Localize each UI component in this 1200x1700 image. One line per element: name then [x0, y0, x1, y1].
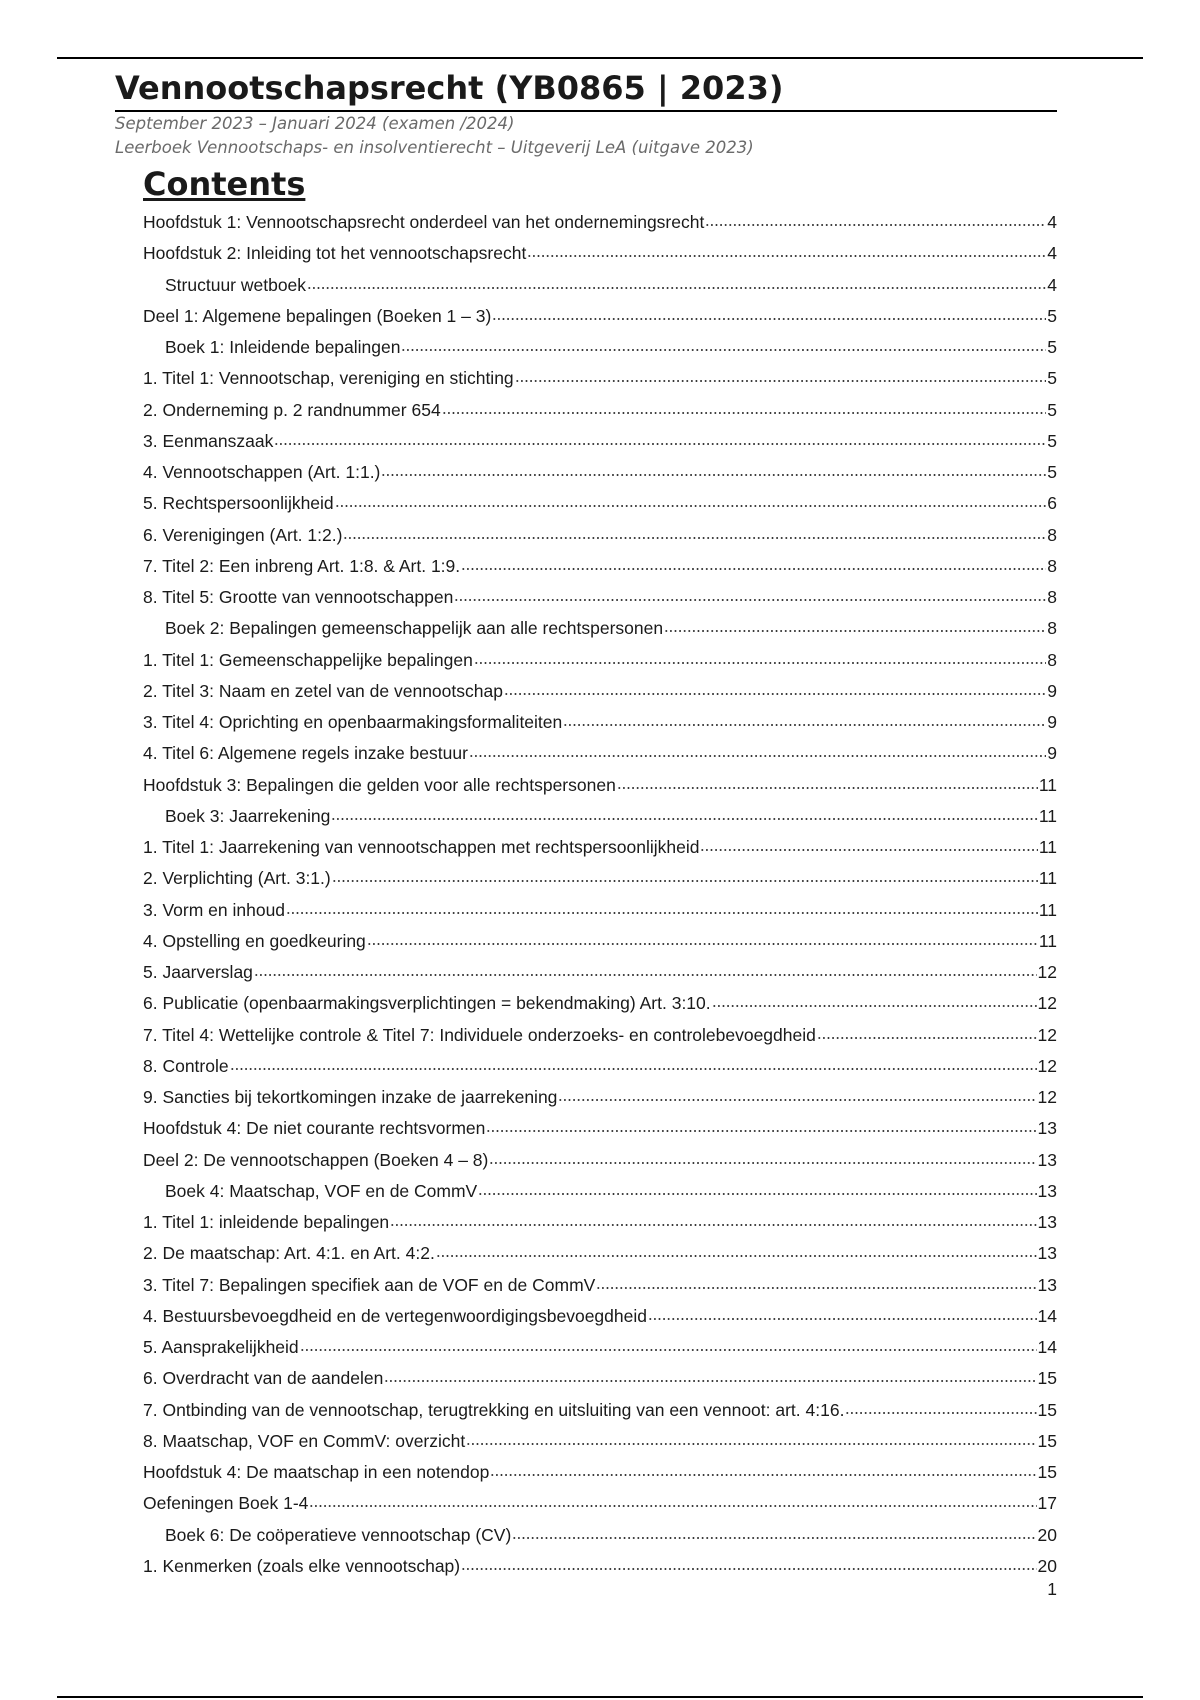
- toc-entry-title: 6. Publicatie (openbaarmakingsverplichtingen = bekendmaking) Art. 3:10.: [143, 993, 711, 1014]
- toc-entry[interactable]: [143, 207, 1057, 238]
- toc-entry[interactable]: [143, 363, 1057, 394]
- toc-dot-leader: [230, 1067, 1037, 1071]
- toc-entry-title: 7. Titel 2: Een inbreng Art. 1:8. & Art. 1:9.: [143, 555, 461, 576]
- toc-dot-leader: [274, 442, 1046, 446]
- toc-entry-title: 5. Aansprakelijkheid: [143, 1337, 299, 1357]
- toc-entry-title: 4. Titel 6: Algemene regels inzake bestuur: [143, 743, 468, 764]
- toc-dot-leader: [309, 1504, 1036, 1508]
- toc-entry[interactable]: [143, 707, 1057, 738]
- toc-entry-title: 1. Titel 1: Jaarrekening van vennootschappen met rechtspersoonlijkheid: [143, 837, 700, 857]
- toc-entry[interactable]: [143, 832, 1057, 863]
- toc-dot-leader: [504, 692, 1046, 696]
- toc-entry[interactable]: [143, 1145, 1057, 1176]
- toc-entry-page: 11: [1038, 930, 1057, 951]
- toc-entry[interactable]: [143, 426, 1057, 457]
- toc-entry[interactable]: [143, 738, 1057, 769]
- toc-entry-page: 12: [1037, 1055, 1057, 1076]
- toc-entry[interactable]: [143, 1457, 1057, 1488]
- toc-entry-page: 5: [1047, 462, 1057, 482]
- toc-entry[interactable]: [143, 770, 1057, 801]
- toc-entry-page: 6: [1047, 493, 1057, 514]
- toc-entry[interactable]: [143, 957, 1057, 988]
- toc-entry[interactable]: [143, 863, 1057, 894]
- toc-entry-page: 15: [1037, 1462, 1057, 1482]
- toc-entry-page: 14: [1037, 1337, 1057, 1357]
- toc-entry-title: 2. De maatschap: Art. 4:1. en Art. 4:2.: [143, 1243, 435, 1264]
- toc-entry-title: Boek 2: Bepalingen gemeenschappelijk aan alle rechtspersonen: [165, 618, 664, 639]
- toc-entry-title: Hoofdstuk 4: De niet courante rechtsvormen: [143, 1118, 486, 1139]
- toc-entry-title: 8. Maatschap, VOF en CommV: overzicht: [143, 1430, 466, 1451]
- toc-entry[interactable]: [143, 1207, 1057, 1238]
- toc-entry-page: 5: [1047, 399, 1057, 420]
- toc-entry[interactable]: [143, 1051, 1057, 1082]
- toc-entry[interactable]: [143, 1363, 1057, 1394]
- toc-entry-page: 12: [1037, 993, 1057, 1014]
- toc-dot-leader: [390, 1223, 1036, 1227]
- toc-entry-title: Deel 2: De vennootschappen (Boeken 4 – 8): [143, 1149, 489, 1170]
- toc-entry[interactable]: [143, 1551, 1057, 1582]
- toc-dot-leader: [617, 786, 1038, 790]
- toc-entry-title: 5. Jaarverslag: [143, 962, 253, 982]
- toc-entry-title: Hoofdstuk 2: Inleiding tot het vennootschapsrecht: [143, 243, 527, 264]
- document-header: [115, 68, 1057, 160]
- toc-entry[interactable]: [143, 1113, 1057, 1144]
- toc-entry-title: 4. Bestuursbevoegdheid en de vertegenwoordigingsbevoegdheid: [143, 1305, 647, 1326]
- toc-dot-leader: [664, 629, 1046, 633]
- toc-dot-leader: [712, 1004, 1037, 1008]
- toc-entry-page: 8: [1047, 524, 1057, 545]
- toc-entry-title: 3. Vorm en inhoud: [143, 899, 286, 920]
- toc-entry-title: 4. Opstelling en goedkeuring: [143, 930, 366, 951]
- toc-entry[interactable]: [143, 1270, 1057, 1301]
- toc-entry-page: 13: [1037, 1149, 1057, 1170]
- toc-entry[interactable]: [143, 1426, 1057, 1457]
- toc-entry-page: 11: [1038, 868, 1057, 889]
- toc-entry-page: 8: [1047, 555, 1057, 576]
- toc-entry-page: 13: [1037, 1243, 1057, 1264]
- toc-entry-title: 1. Titel 1: inleidende bepalingen: [143, 1212, 390, 1232]
- toc-entry-page: 14: [1037, 1305, 1057, 1326]
- toc-entry[interactable]: [143, 801, 1057, 832]
- toc-entry-page: 8: [1047, 618, 1057, 639]
- toc-entry-page: 9: [1047, 743, 1057, 764]
- toc-dot-leader: [332, 879, 1038, 883]
- toc-dot-leader: [486, 1129, 1036, 1133]
- toc-dot-leader: [490, 1473, 1036, 1477]
- toc-entry-page: 20: [1037, 1524, 1057, 1545]
- toc-dot-leader: [474, 661, 1046, 665]
- toc-entry[interactable]: [143, 395, 1057, 426]
- toc-entry[interactable]: [143, 613, 1057, 644]
- toc-entry-page: 9: [1047, 680, 1057, 701]
- toc-dot-leader: [343, 536, 1046, 540]
- toc-entry[interactable]: [143, 1301, 1057, 1332]
- toc-entry-title: Boek 1: Inleidende bepalingen: [165, 337, 401, 357]
- toc-dot-leader: [512, 1536, 1036, 1540]
- toc-entry-title: Structuur wetboek: [165, 274, 307, 295]
- toc-entry-title: Hoofdstuk 1: Vennootschapsrecht onderdeel van het ondernemingsrecht: [143, 212, 705, 232]
- toc-entry-page: 5: [1047, 430, 1057, 451]
- toc-dot-leader: [489, 1161, 1036, 1165]
- toc-entry-page: 11: [1038, 774, 1057, 795]
- document-title: Vennootschapsrecht (YB0865 | 2023): [115, 68, 1057, 112]
- toc-entry-page: 8: [1047, 649, 1057, 670]
- toc-dot-leader: [442, 411, 1047, 415]
- toc-dot-leader: [596, 1286, 1036, 1290]
- contents-heading: Contents: [143, 165, 306, 203]
- toc-entry-page: 13: [1037, 1274, 1057, 1295]
- bottom-rule: [57, 1696, 1143, 1698]
- toc-dot-leader: [705, 223, 1046, 227]
- toc-entry-page: 13: [1037, 1212, 1057, 1232]
- toc-entry-title: Deel 1: Algemene bepalingen (Boeken 1 – 3): [143, 305, 492, 326]
- toc-entry-page: 11: [1038, 805, 1057, 826]
- toc-entry-title: 1. Titel 1: Gemeenschappelijke bepalingen: [143, 649, 473, 670]
- toc-entry[interactable]: [143, 645, 1057, 676]
- toc-entry-page: 15: [1037, 1399, 1057, 1420]
- toc-dot-leader: [254, 973, 1037, 977]
- toc-entry[interactable]: [143, 1082, 1057, 1113]
- toc-entry[interactable]: [143, 1488, 1057, 1519]
- toc-entry[interactable]: [143, 488, 1057, 519]
- toc-entry[interactable]: [143, 988, 1057, 1019]
- toc-entry[interactable]: [143, 457, 1057, 488]
- toc-dot-leader: [286, 911, 1038, 915]
- toc-entry-title: 6. Verenigingen (Art. 1:2.): [143, 524, 343, 545]
- toc-entry-title: 7. Titel 4: Wettelijke controle & Titel 7: Individuele onderzoeks- en controlebevoegdheid: [143, 1024, 816, 1045]
- toc-dot-leader: [436, 1254, 1037, 1258]
- toc-entry[interactable]: [143, 1020, 1057, 1051]
- toc-entry-page: 11: [1038, 837, 1057, 857]
- toc-dot-leader: [515, 379, 1047, 383]
- toc-entry[interactable]: [143, 1332, 1057, 1363]
- toc-dot-leader: [461, 1567, 1036, 1571]
- toc-entry-title: Boek 6: De coöperatieve vennootschap (CV): [165, 1524, 512, 1545]
- toc-entry-title: 2. Titel 3: Naam en zetel van de vennootschap: [143, 680, 503, 701]
- toc-entry-page: 8: [1047, 587, 1057, 607]
- toc-entry-page: 5: [1047, 368, 1057, 389]
- toc-entry[interactable]: [143, 582, 1057, 613]
- toc-entry[interactable]: [143, 301, 1057, 332]
- toc-entry[interactable]: [143, 332, 1057, 363]
- toc-entry-page: 12: [1037, 1087, 1057, 1107]
- toc-entry-page: 13: [1037, 1118, 1057, 1139]
- toc-dot-leader: [381, 473, 1046, 477]
- toc-entry-title: 7. Ontbinding van de vennootschap, terugtrekking en uitsluiting van een vennoot: art. 4:16.: [143, 1399, 845, 1420]
- toc-dot-leader: [817, 1036, 1037, 1040]
- toc-entry-title: 3. Titel 7: Bepalingen specifiek aan de VOF en de CommV: [143, 1274, 596, 1295]
- toc-dot-leader: [466, 1442, 1036, 1446]
- toc-dot-leader: [478, 1192, 1036, 1196]
- toc-dot-leader: [401, 348, 1046, 352]
- toc-entry-title: Hoofdstuk 3: Bepalingen die gelden voor alle rechtspersonen: [143, 774, 616, 795]
- toc-dot-leader: [335, 504, 1047, 508]
- toc-entry-page: 13: [1037, 1180, 1057, 1201]
- toc-entry-title: 3. Titel 4: Oprichting en openbaarmakingsformaliteiten: [143, 712, 563, 732]
- toc-entry[interactable]: [143, 1520, 1057, 1551]
- toc-entry-page: 20: [1037, 1555, 1057, 1576]
- toc-entry-page: 5: [1047, 305, 1057, 326]
- toc-entry-title: 4. Vennootschappen (Art. 1:1.): [143, 462, 381, 482]
- toc-entry-title: Boek 4: Maatschap, VOF en de CommV: [165, 1180, 478, 1201]
- toc-entry-title: Hoofdstuk 4: De maatschap in een notendop: [143, 1462, 490, 1482]
- toc-entry-title: 1. Kenmerken (zoals elke vennootschap): [143, 1555, 461, 1576]
- toc-dot-leader: [648, 1317, 1037, 1321]
- toc-entry-title: 6. Overdracht van de aandelen: [143, 1368, 384, 1389]
- toc-entry[interactable]: [143, 926, 1057, 957]
- toc-dot-leader: [300, 1348, 1037, 1352]
- top-rule: [57, 57, 1143, 59]
- toc-dot-leader: [331, 817, 1037, 821]
- toc-entry-page: 5: [1047, 337, 1057, 357]
- toc-dot-leader: [461, 567, 1046, 571]
- toc-entry-title: Oefeningen Boek 1-4: [143, 1493, 309, 1514]
- toc-dot-leader: [700, 848, 1037, 852]
- toc-entry[interactable]: [143, 520, 1057, 551]
- toc-entry-title: 5. Rechtspersoonlijkheid: [143, 493, 334, 514]
- toc-entry-page: 15: [1037, 1430, 1057, 1451]
- toc-dot-leader: [307, 286, 1046, 290]
- toc-entry-title: 9. Sancties bij tekortkomingen inzake de jaarrekening: [143, 1087, 558, 1107]
- document-subtitle-textbook: Leerboek Vennootschaps- en insolventierecht – Uitgeverij LeA (uitgave 2023): [115, 138, 754, 157]
- toc-entry-title: 3. Eenmanszaak: [143, 430, 274, 451]
- toc-dot-leader: [845, 1411, 1036, 1415]
- toc-entry-page: 12: [1037, 962, 1057, 982]
- toc-entry-title: Boek 3: Jaarrekening: [165, 805, 331, 826]
- toc-entry-page: 12: [1037, 1024, 1057, 1045]
- toc-entry-title: 8. Controle: [143, 1055, 229, 1076]
- toc-dot-leader: [367, 942, 1038, 946]
- toc-entry[interactable]: [143, 1395, 1057, 1426]
- toc-entry-title: 8. Titel 5: Grootte van vennootschappen: [143, 587, 454, 607]
- toc-dot-leader: [469, 754, 1046, 758]
- toc-entry-title: 1. Titel 1: Vennootschap, vereniging en stichting: [143, 368, 514, 389]
- toc-entry-page: 15: [1037, 1368, 1057, 1389]
- toc-entry[interactable]: [143, 895, 1057, 926]
- table-of-contents: [143, 207, 1057, 1582]
- toc-dot-leader: [558, 1098, 1036, 1102]
- document-subtitle-period: September 2023 – Januari 2024 (examen /2024): [115, 114, 515, 133]
- toc-entry[interactable]: [143, 1176, 1057, 1207]
- toc-entry-page: 11: [1038, 899, 1057, 920]
- toc-entry-page: 4: [1047, 243, 1057, 264]
- toc-entry[interactable]: [143, 676, 1057, 707]
- page-number: 1: [1047, 1579, 1057, 1599]
- toc-dot-leader: [563, 723, 1046, 727]
- toc-entry-page: 17: [1037, 1493, 1057, 1514]
- toc-dot-leader: [384, 1379, 1036, 1383]
- toc-entry[interactable]: [143, 551, 1057, 582]
- toc-entry-title: 2. Verplichting (Art. 3:1.): [143, 868, 331, 889]
- toc-entry[interactable]: [143, 270, 1057, 301]
- toc-entry-page: 9: [1047, 712, 1057, 732]
- toc-entry-page: 4: [1047, 212, 1057, 232]
- toc-entry-title: 2. Onderneming p. 2 randnummer 654: [143, 399, 441, 420]
- toc-dot-leader: [527, 254, 1046, 258]
- toc-entry-page: 4: [1047, 274, 1057, 295]
- toc-dot-leader: [492, 317, 1046, 321]
- toc-entry[interactable]: [143, 238, 1057, 269]
- toc-dot-leader: [454, 598, 1046, 602]
- toc-entry[interactable]: [143, 1238, 1057, 1269]
